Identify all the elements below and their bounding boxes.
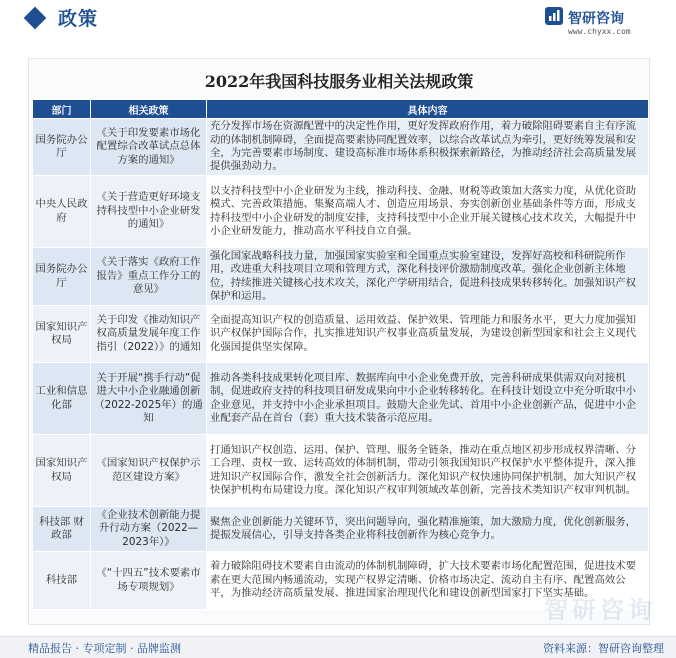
policy-cell: 关于开展“携手行动”促进大中小企业融通创新（2022-2025年）的通知 (91, 363, 207, 435)
dept-cell: 科技部 财政部 (33, 507, 91, 552)
table-row (33, 363, 649, 435)
policy-cell: 《关于营造更好环境支持科技型中小企业研发的通知》 (91, 176, 207, 248)
table-title: 2022年我国科技服务业相关法规政策 (204, 72, 474, 91)
content-cell: 着力破除阻碍技术要素自由流动的体制机制障碍，扩大技术要素市场化配置范围，促进技术要素在更大范围内畅通流动，实现产权界定清晰、价格市场决定、流动自主有序、配置高效公平，为推动经济高质量发展、推进国家治理现代化和建设创新型国家打下坚实基础。 (207, 552, 649, 610)
table-row (33, 507, 649, 552)
policy-cell: 《企业技术创新能力提升行动方案（2022—2023年）》 (91, 507, 207, 552)
logo-icon (544, 6, 564, 26)
page-header (0, 0, 676, 42)
table-row (33, 248, 649, 306)
logo-text: 智研咨询 (568, 11, 624, 27)
content-cell: 以支持科技型中小企业研发为主线，推动科技、金融、财税等政策加大落实力度，从优化资助模式、完善政策措施、集聚高端人才、创造应用场景、夯实创新创业基础条件等方面，形成支持科技型中小企业研发的制度安排，支持科技型中小企业开展关键核心技术攻关，大幅提升中小企业研发能力，推动高水平科技自立自强。 (207, 176, 649, 248)
content-cell: 打通知识产权创造、运用、保护、管理、服务全链条，推动在重点地区初步形成权界清晰、分工合理、责权一致、运转高效的体制机制，带动引领我国知识产权保护水平整体提升，深入推进知识产权国际合作，激发全社会创新活力。深化知识产权快速协同保护机制，加大知识产权快保护机构布局建设力度。深化知识产权审判领域改革创新，完善技术类知识产权审判机制。 (207, 435, 649, 507)
table-row (33, 176, 649, 248)
brand-logo[interactable] (544, 6, 664, 40)
policy-cell: 《关于落实《政府工作报告》重点工作分工的意见》 (91, 248, 207, 306)
footer-source: 资料来源：智研咨询整理 (543, 642, 664, 655)
policy-table (32, 99, 649, 610)
content-cell: 推动各类科技成果转化项目库、数据库向中小企业免费开放，完善科研成果供需双向对接机制，促进政府支持的科技项目研发成果向中小企业转移转化。在科技计划设立中充分听取中小企业意见，并支持中小企业承担项目。鼓励大企业先试、首用中小企业创新产品，促进中小企业配套产品在首台（套）重大技术装备示范应用。 (207, 363, 649, 435)
table-row (33, 306, 649, 363)
policy-cell: 《关于印发要素市场化配置综合改革试点总体方案的通知》 (91, 119, 207, 176)
dept-cell: 国家知识产权局 (33, 435, 91, 507)
section-title: 政策 (58, 8, 99, 30)
content-cell: 强化国家战略科技力量，加强国家实验室和全国重点实验室建设，发挥好高校和科研院所作用，改进重大科技项目立项和管理方式，深化科技评价激励制度改革。强化企业创新主体地位，持续推进关键核心技术攻关，深化产学研用结合，促进科技成果转移转化。加强知识产权保护和运用。 (207, 248, 649, 306)
diamond-icon (24, 7, 47, 30)
dept-cell: 国务院办公厅 (33, 248, 91, 306)
watermark-text: 智研咨询 (544, 596, 656, 624)
column-header-content: 具体内容 (207, 100, 649, 119)
table-header-row (33, 100, 649, 119)
policy-cell: 《国家知识产权保护示范区建设方案》 (91, 435, 207, 507)
policy-cell: 《“十四五”技术要素市场专项规划》 (91, 552, 207, 610)
table-row (33, 119, 649, 176)
logo-url: www.chyxx.com (568, 27, 631, 36)
policy-cell: 关于印发《推动知识产权高质量发展年度工作指引（2022）》的通知 (91, 306, 207, 363)
column-header-dept: 部门 (33, 100, 91, 119)
dept-cell: 国家知识产权局 (33, 306, 91, 363)
footer-tagline: 精品报告 · 专项定制 · 品牌监测 (28, 642, 181, 655)
dept-cell: 工业和信息化部 (33, 363, 91, 435)
dept-cell: 国务院办公厅 (33, 119, 91, 176)
content-cell: 充分发挥市场在资源配置中的决定性作用，更好发挥政府作用，着力破除阻碍要素自主有序流动的体制机制障碍，全面提高要素协同配置效率，以综合改革试点为牵引，更好统筹发展和安全，为完善要素市场制度、建设高标准市场体系积极探索新路径，为推动经济社会高质量发展提供强劲动力。 (207, 119, 649, 176)
column-header-policy: 相关政策 (91, 100, 207, 119)
page-footer (0, 636, 676, 658)
policy-table-panel (28, 58, 650, 625)
table-row (33, 435, 649, 507)
dept-cell: 科技部 (33, 552, 91, 610)
content-cell: 聚焦企业创新能力关键环节，突出问题导向，强化精准施策，加大激励力度，优化创新服务，提振发展信心，引导支持各类企业将科技创新作为核心竞争力。 (207, 507, 649, 552)
dept-cell: 中央人民政府 (33, 176, 91, 248)
content-cell: 全面提高知识产权的创造质量、运用效益、保护效果、管理能力和服务水平，更大力度加强知识产权保护国际合作，扎实推进知识产权事业高质量发展，为建设创新型国家和社会主义现代化强国提供坚实保障。 (207, 306, 649, 363)
